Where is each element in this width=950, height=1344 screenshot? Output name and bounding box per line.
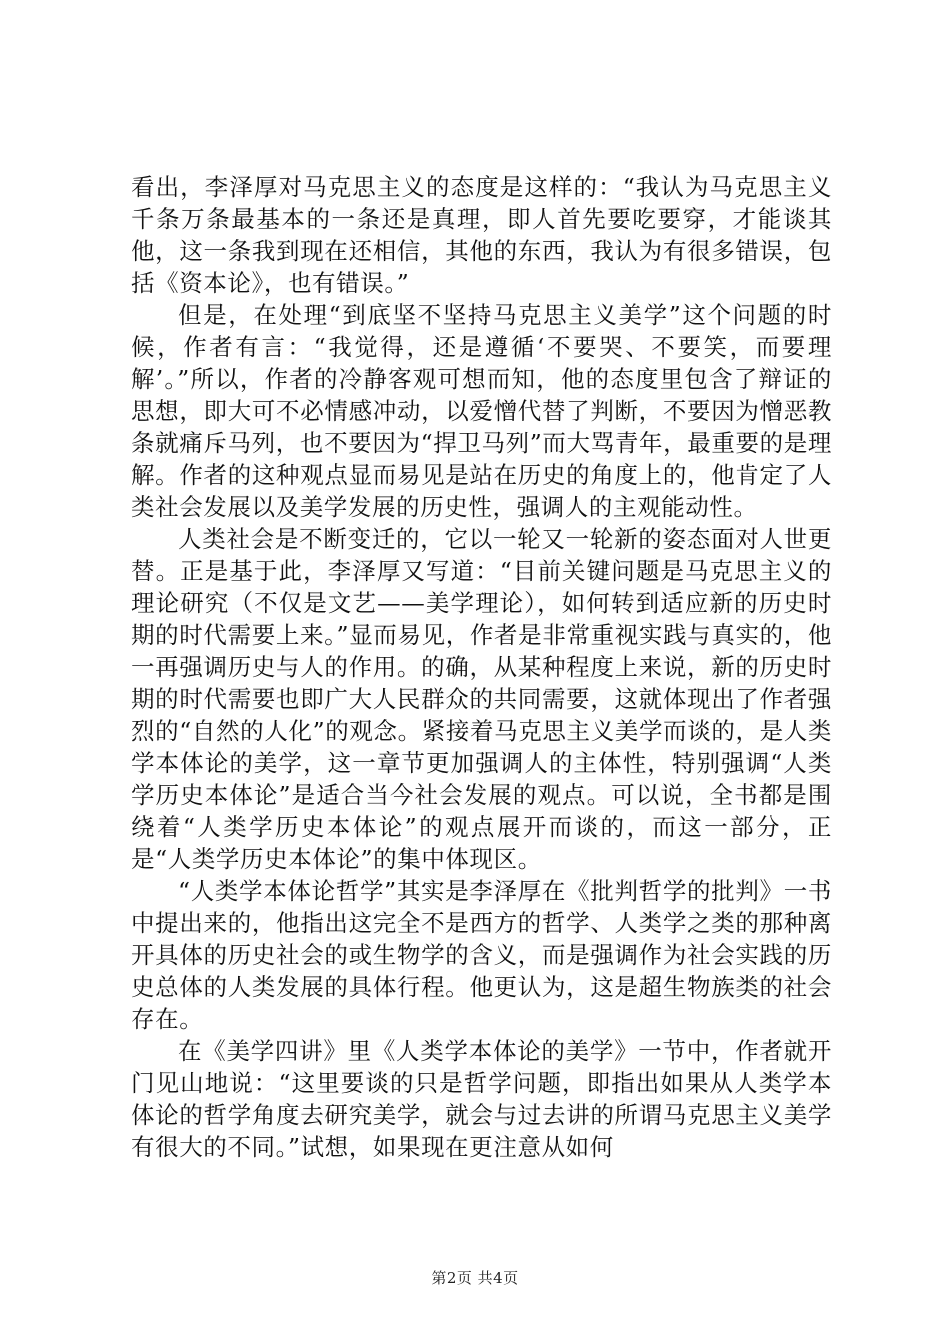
paragraph: “人类学本体论哲学”其实是李泽厚在《批判哲学的批判》一书中提出来的，他指出这完全不是西方的哲学、人类学之类的那种离开具体的历史社会的或生物学的含义，而是强调作为社会实践的历史总体的人类发展的具体行程。他更认为，这是超生物族类的社会存在。 [131,877,832,1033]
page-number-footer: 第2页 共4页 [431,1269,519,1287]
paragraph: 但是，在处理“到底坚不坚持马克思主义美学”这个问题的时候，作者有言：“我觉得，还是遵循‘不要哭、不要笑，而要理解’。”所以，作者的冷静客观可想而知，他的态度里包含了辩证的思想，即大可不必情感冲动，以爱憎代替了判断，不要因为憎恶教条就痛斥马列，也不要因为“捍卫马列”而大骂青年，最重要的是理解。作者的这种观点显而易见是站在历史的角度上的，他肯定了人类社会发展以及美学发展的历史性，强调人的主观能动性。 [131,301,832,521]
paragraph: 看出，李泽厚对马克思主义的态度是这样的：“我认为马克思主义千条万条最基本的一条还是真理，即人首先要吃要穿，才能谈其他，这一条我到现在还相信，其他的东西，我认为有很多错误，包括《资本论》，也有错误。” [131,173,832,297]
paragraph: 人类社会是不断变迁的，它以一轮又一轮新的姿态面对人世更替。正是基于此，李泽厚又写道：“目前关键问题是马克思主义的理论研究（不仅是文艺——美学理论），如何转到适应新的历史时期的时代需要上来。”显而易见，作者是非常重视实践与真实的，他一再强调历史与人的作用。的确，从某种程度上来说，新的历史时期的时代需要也即广大人民群众的共同需要，这就体现出了作者强烈的“自然的人化”的观念。紧接着马克思主义美学而谈的，是人类学本体论的美学，这一章节更加强调人的主体性，特别强调“人类学历史本体论”是适合当今社会发展的观点。可以说，全书都是围绕着“人类学历史本体论”的观点展开而谈的，而这一部分，正是“人类学历史本体论”的集中体现区。 [131,525,832,873]
document-body [131,171,832,1163]
paragraph: 在《美学四讲》里《人类学本体论的美学》一节中，作者就开门见山地说：“这里要谈的只是哲学问题，即指出如果从人类学本体论的哲学角度去研究美学，就会与过去讲的所谓马克思主义美学有很大的不同。”试想，如果现在更注意从如何 [131,1037,832,1161]
